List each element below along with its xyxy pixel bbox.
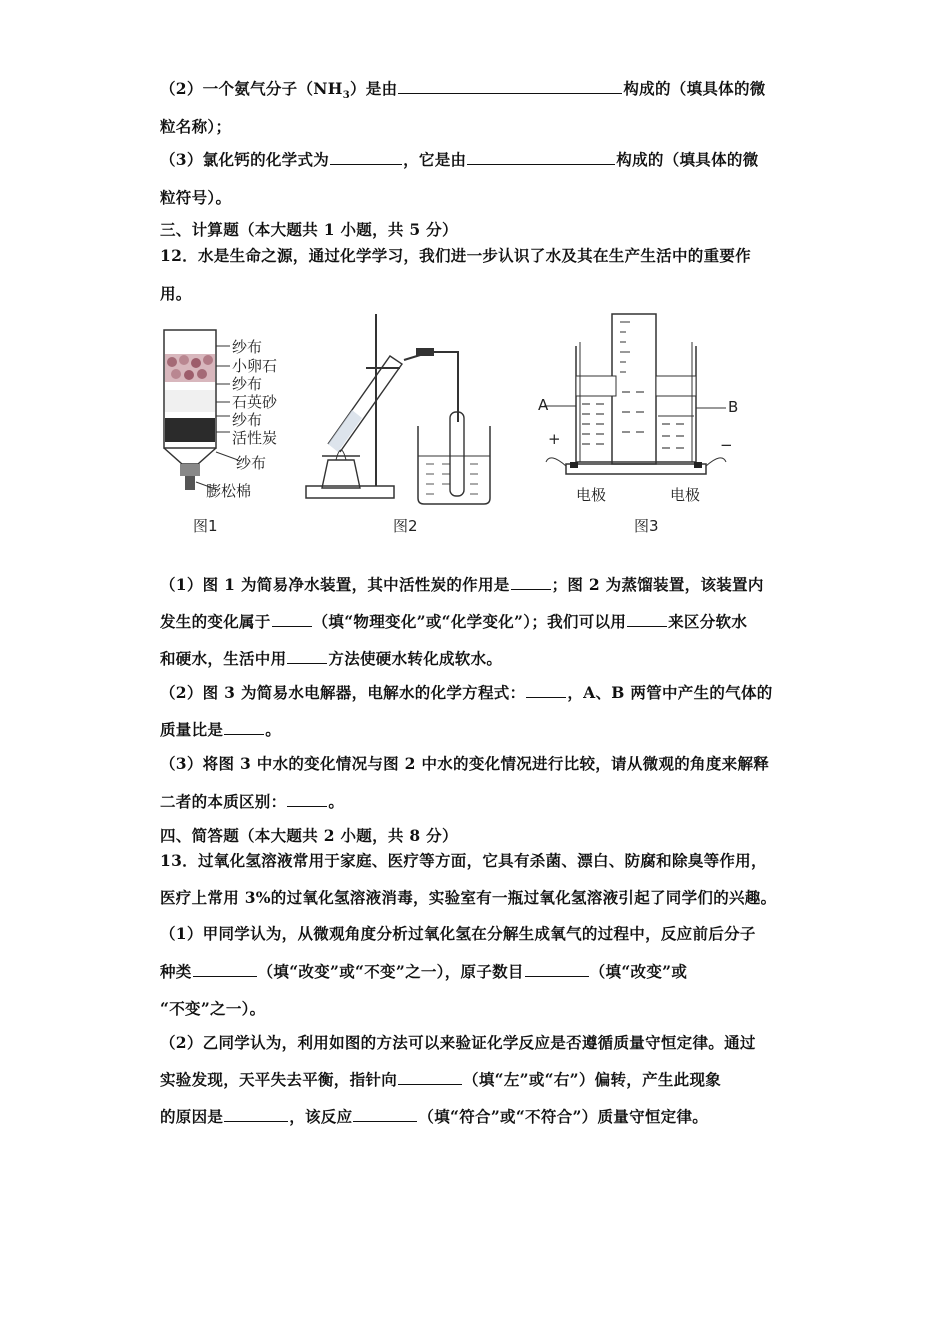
q3-calcium-chloride-line: （3）氯化钙的化学式为 ，它是由 构成的（填具体的微 (160, 150, 759, 169)
q13-part2-line1: （2）乙同学认为，利用如图的方法可以来验证化学反应是否遵循质量守恒定律。通过 (160, 1033, 756, 1052)
label-gauze: 纱布 (236, 454, 267, 472)
figure-2-distillation (300, 312, 510, 512)
answer-blank[interactable] (287, 649, 327, 664)
answer-blank[interactable] (287, 792, 327, 807)
label-negative: − (720, 436, 733, 454)
q13-part1-line1: （1）甲同学认为，从微观角度分析过氧化氢在分解生成氧气的过程中，反应前后分子 (160, 924, 756, 943)
label-gauze: 纱布 (232, 375, 263, 393)
figure-3-caption: 图3 (634, 517, 659, 535)
question-12-stem: 12．水是生命之源，通过化学学习，我们进一步认识了水及其在生产生活中的重要作 (160, 246, 751, 265)
q2-ammonia-line: （2）一个氨气分子$(NH_3)$是由 构成的（填具体的微 (160, 79, 766, 102)
q12-part2-line1: （2）图 3 为简易水电解器，电解水的化学方程式： ，A、B 两管中产生的气体的 (160, 683, 773, 702)
answer-blank[interactable] (353, 1107, 417, 1122)
answer-blank[interactable] (467, 150, 615, 165)
answer-blank[interactable] (224, 720, 264, 735)
figure-1-caption: 图1 (193, 517, 218, 535)
section-heading-3: 三、计算题（本大题共 1 小题，共 5 分） (160, 220, 458, 239)
answer-blank[interactable] (193, 962, 257, 977)
answer-blank[interactable] (525, 962, 589, 977)
label-electrode-right: 电极 (670, 486, 701, 504)
figure-3-electrolyzer (536, 312, 756, 508)
q13-part1-line2: 种类 （填“改变”或“不变”之一），原子数目 （填“改变”或 (160, 962, 688, 981)
q13-part1-line3: “不变”之一）。 (160, 999, 266, 1018)
text-line: 粒名称）； (160, 117, 232, 136)
answer-blank[interactable] (526, 683, 566, 698)
label-tube-a: A (538, 396, 549, 414)
pebble-layer (165, 354, 215, 382)
subscript-3: 3 (342, 90, 350, 102)
label-electrode-left: 电极 (576, 486, 607, 504)
label-tube-b: B (728, 398, 739, 416)
answer-blank[interactable] (272, 612, 312, 627)
answer-blank[interactable] (511, 575, 551, 590)
q13-part2-line2: 实验发现，天平失去平衡，指针向 （填“左”或“右”）偏转，产生此现象 (160, 1070, 722, 1089)
answer-blank[interactable] (398, 79, 622, 94)
answer-blank[interactable] (627, 612, 667, 627)
answer-blank[interactable] (224, 1107, 288, 1122)
label-positive: + (548, 430, 561, 448)
answer-blank[interactable] (330, 150, 402, 165)
text-line: 粒符号）。 (160, 188, 232, 207)
q12-part2-line2: 质量比是 。 (160, 720, 282, 739)
label-pebbles: 小卵石 (232, 357, 278, 375)
label-quartz-sand: 石英砂 (232, 393, 278, 411)
quartz-sand-layer (165, 390, 215, 412)
text-line: 用。 (160, 284, 192, 303)
label-gauze: 纱布 (232, 411, 263, 429)
q12-part1-line2: 发生的变化属于 （填“物理变化”或“化学变化”）；我们可以用 来区分软水 (160, 612, 748, 631)
q13-part2-line3: 的原因是 ，该反应 （填“符合”或“不符合”）质量守恒定律。 (160, 1107, 709, 1126)
q12-part3-line2: 二者的本质区别： 。 (160, 792, 345, 811)
figure-2-caption: 图2 (393, 517, 418, 535)
label-gauze: 纱布 (232, 338, 263, 356)
answer-blank[interactable] (398, 1070, 462, 1085)
figure-1-water-purifier (158, 322, 298, 542)
q12-part1-line1: （1）图 1 为简易净水装置，其中活性炭的作用是 ；图 2 为蒸馏装置，该装置内 (160, 575, 764, 594)
question-13-stem-1: 13．过氧化氢溶液常用于家庭、医疗等方面，它具有杀菌、漂白、防腐和除臭等作用， (160, 851, 767, 870)
q12-part1-line3: 和硬水，生活中用 方法使硬水转化成软水。 (160, 649, 503, 668)
question-13-stem-2: 医疗上常用 3%的过氧化氢溶液消毒，实验室有一瓶过氧化氢溶液引起了同学们的兴趣。 (160, 888, 777, 907)
activated-carbon-layer (165, 418, 215, 442)
section-heading-4: 四、简答题（本大题共 2 小题，共 8 分） (160, 826, 458, 845)
label-activated-carbon: 活性炭 (232, 429, 278, 447)
label-cotton: 膨松棉 (206, 482, 252, 500)
q12-part3-line1: （3）将图 3 中水的变化情况与图 2 中水的变化情况进行比较，请从微观的角度来解释 (160, 754, 770, 773)
